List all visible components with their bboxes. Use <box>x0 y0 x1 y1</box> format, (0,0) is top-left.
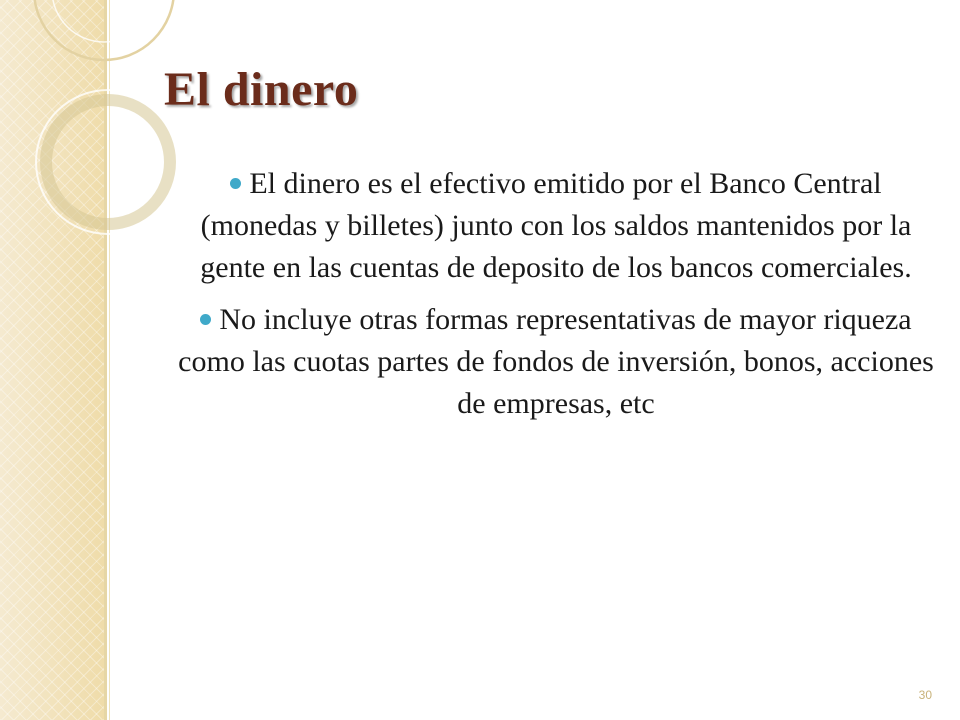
decorative-circle-middle <box>46 100 170 224</box>
decorative-circles-graphic <box>0 0 180 260</box>
page-number: 30 <box>918 688 932 702</box>
bullet-dot-icon <box>200 314 211 325</box>
slide-title: El dinero <box>164 63 359 116</box>
bullet-item <box>176 163 936 289</box>
bullet-item <box>176 299 936 425</box>
bullet-text: No incluye otras formas representativas de mayor riqueza como las cuotas partes de fondos de inversión, bonos, acciones de empresas, etc <box>178 303 934 420</box>
bullet-list <box>176 163 936 435</box>
decorative-circle-top-inner <box>52 0 156 42</box>
decorative-circle-middle-outer <box>36 90 180 234</box>
bullet-dot-icon <box>230 178 241 189</box>
bullet-text: El dinero es el efectivo emitido por el Banco Central (monedas y billetes) junto con los saldos mantenidos por la gente en las cuentas de deposito de los bancos comerciales. <box>200 167 912 284</box>
